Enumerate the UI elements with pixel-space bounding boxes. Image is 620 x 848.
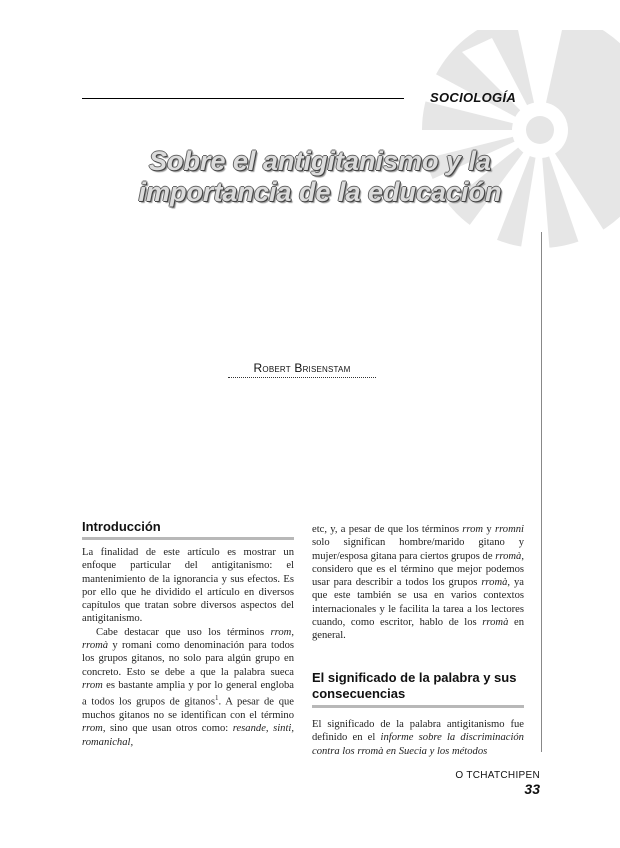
author-name: Robert Brisenstam: [228, 361, 376, 378]
intro-paragraph-2: Cabe destacar que uso los términos rrom, rromà y romani como denominación para todos los grupos gitanos, no solo para algún grupo en concreto. Esto se debe a que la palabra sueca rrom es bastante amplia y por lo general engloba a todos los grupos de gitanos$^1$. A pesar de que muchos gitanos no se identifican con el término rrom, sino que usan otros como: resande, sinti, romanichal,: [82, 626, 294, 748]
magazine-name: O TCHATCHIPEN: [455, 770, 540, 781]
title-line-2: importancia de la educación: [138, 177, 502, 207]
article-title: [100, 146, 540, 208]
footnote-ref: 1: [214, 694, 219, 703]
continuation-paragraph: etc, y, a pesar de que los términos rrom y rromni solo significan hombre/marido gitano y mujer/esposa gitana para ciertos grupos de rromà, considero que es el término que mejor podemos usar para describir a todos los grupos rromà, ya que este también se usa en varios contextos internacionales y le facilita la tarea a los lectores cuando, como escritor, hablo de los rromà en general.: [312, 524, 524, 642]
page-number: 33: [524, 781, 540, 797]
column-divider-rule: [541, 232, 542, 752]
title-line-1: Sobre el antigitanismo y la: [148, 146, 492, 176]
chakra-wheel-watermark: [400, 30, 620, 260]
intro-heading: Introducción: [82, 519, 294, 540]
intro-paragraph-1: La finalidad de este artículo es mostrar un enfoque particular del antigitanismo: el mantenimiento de la ignorancia y sus efectos. Es por ello que he dividido el artículo en diversos capítulos que tratan sobre diversos aspectos del antigitanismo.: [82, 547, 294, 625]
header-rule: [82, 98, 404, 99]
significado-heading: El significado de la palabra y sus consecuencias: [312, 670, 524, 708]
significado-paragraph-1: El significado de la palabra antigitanismo fue definido en el informe sobre la discriminación contra los rromà en Suecia y los métodos: [312, 719, 524, 757]
significado-column: [312, 718, 524, 758]
intro-column: [82, 546, 294, 749]
right-column-continuation: [312, 523, 524, 643]
section-label: SOCIOLOGÍA: [430, 90, 517, 105]
